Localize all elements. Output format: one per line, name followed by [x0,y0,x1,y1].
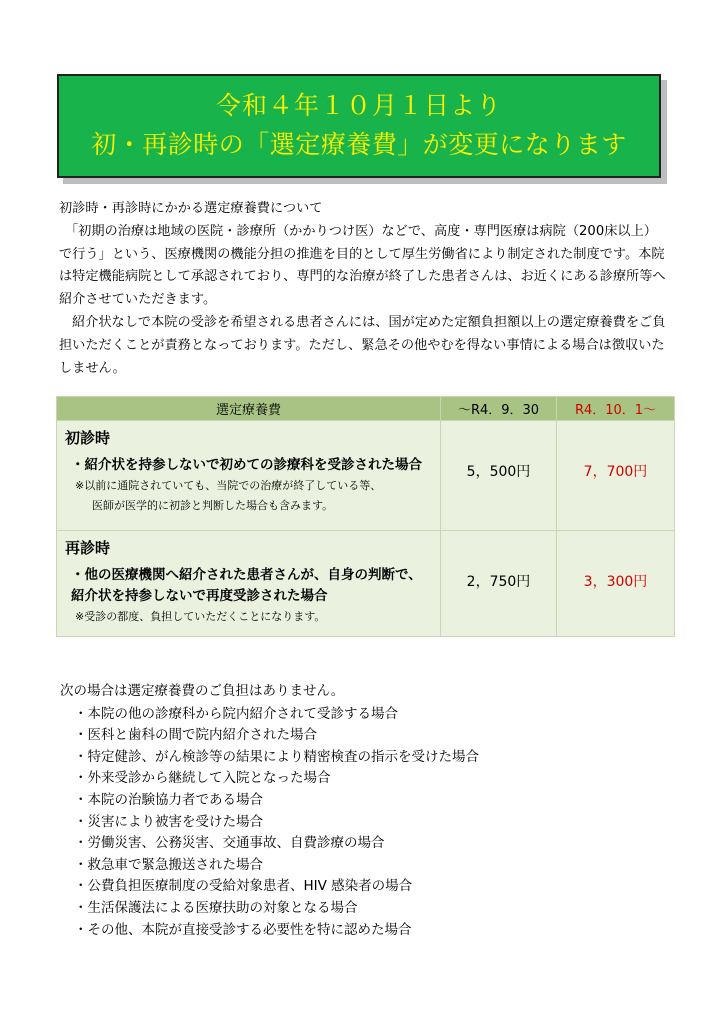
exemption-heading: 次の場合は選定療養費のご負担はありません。 [60,683,345,699]
list-item: ・その他、本院が直接受診する必要性を特に認めた場合 [74,921,412,938]
exemption-section [60,681,670,941]
list-item: ・救急車で緊急搬送された場合 [74,856,263,873]
first-visit-old-fee: 5，500円 [441,421,557,531]
first-visit-title: 初診時 [65,429,111,447]
table-row-return-visit [57,531,675,637]
table-row-first-visit [57,421,675,531]
return-visit-new-fee: 3，300円 [557,531,675,637]
header-new-period: R4．10．1～ [557,397,675,421]
list-item: ・特定健診、がん検診等の結果により精密検査の指示を受けた場合 [74,748,479,765]
intro-paragraph-1: 「初期の治療は地域の医院・診療所（かかりつけ医）などで、高度・専門医療は病院（200床以上）で行う」という、医療機関の機能分担の推進を目的として厚生労働省により制定された制度です。本院は特定機能病院として承認されており、専門的な治療が終了した患者さんは、お近くにある診療所等へ紹介させていただきます。 [59,223,666,308]
first-visit-condition: ・紹介状を持参しないで初めての診療科を受診された場合 [71,457,422,473]
first-visit-new-fee: 7，700円 [557,421,675,531]
fee-table-header-row [57,397,675,421]
return-visit-description [57,531,441,637]
fee-table [56,396,675,637]
list-item: ・本院の他の診療科から院内紹介されて受診する場合 [74,705,398,722]
list-item: ・医科と歯科の間で院内紹介された場合 [74,727,317,744]
first-visit-note-1: ※以前に通院されていても、当院での治療が終了している等、 [75,479,382,492]
intro-section [59,198,669,380]
return-visit-title: 再診時 [65,539,111,557]
first-visit-description [57,421,441,531]
intro-heading: 初診時・再診時にかかる選定療養費について [59,201,323,216]
intro-paragraph-2: 紹介状なしで本院の受診を希望される患者さんには、国が定めた定額負担額以上の選定療養費をご負担いただくことが責務となっております。ただし、緊急その他やむを得ない事情による場合は徴収いたしません。 [59,314,666,376]
list-item: ・公費負担医療制度の受給対象患者、HIV 感染者の場合 [74,878,413,895]
return-visit-condition-2: 紹介状を持参しないで再度受診された場合 [71,588,328,604]
return-visit-old-fee: 2，750円 [441,531,557,637]
return-visit-note: ※受診の都度、負担していただくことになります。 [75,610,326,623]
exemption-list [60,704,670,942]
banner-date-line: 令和４年１０月１日より [215,91,502,120]
title-banner [57,74,661,178]
banner-title-line: 初・再診時の「選定療養費」が変更になります [91,130,627,159]
first-visit-note-2: 医師が医学的に初診と判断した場合も含みます。 [92,499,334,512]
list-item: ・生活保護法による医療扶助の対象となる場合 [74,899,358,916]
list-item: ・本院の治験協力者である場合 [74,791,263,808]
list-item: ・労働災害、公務災害、交通事故、自費診療の場合 [74,835,385,852]
list-item: ・災害により被害を受けた場合 [74,813,263,830]
list-item: ・外来受診から継続して入院となった場合 [74,770,331,787]
header-fee-type: 選定療養費 [57,397,441,421]
return-visit-condition-1: ・他の医療機関へ紹介された患者さんが、自身の判断で、 [71,567,422,583]
header-old-period: ～R4．9．30 [441,397,557,421]
